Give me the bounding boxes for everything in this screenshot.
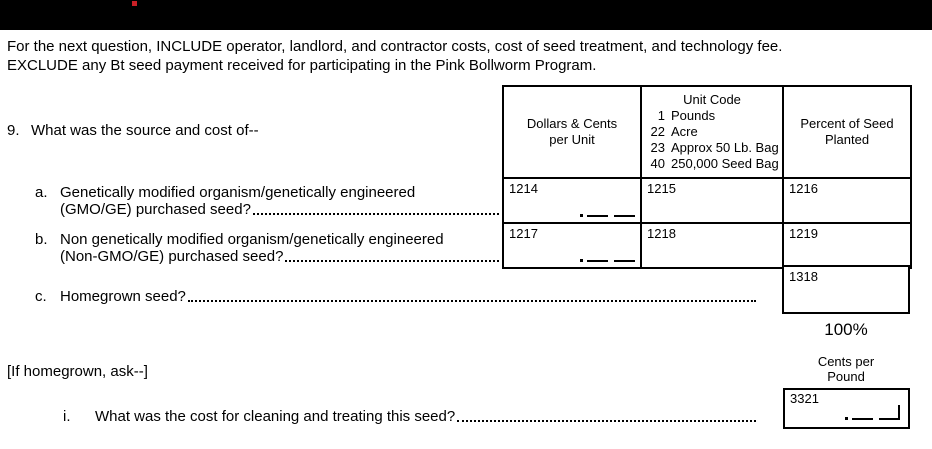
item-b xyxy=(35,231,500,265)
dollars-cents-entry-marks xyxy=(580,259,635,262)
cost-table xyxy=(502,85,912,269)
item-b-letter: b. xyxy=(35,231,48,248)
red-marker xyxy=(132,1,137,6)
column-header-percent: Percent of Seed Planted xyxy=(783,86,911,178)
item-b-text-line2: (Non-GMO/GE) purchased seed? xyxy=(60,248,284,265)
column-header-unit-code xyxy=(641,86,783,178)
entry-cell-1214[interactable]: 1214 xyxy=(503,178,641,223)
item-a-letter: a. xyxy=(35,184,48,201)
question-9-text: What was the source and cost of-- xyxy=(31,122,259,139)
entry-cell-1318[interactable]: 1318 xyxy=(782,265,910,314)
dollars-cents-entry-marks xyxy=(580,214,635,217)
item-b-text-line1: Non genetically modified organism/genetically engineered xyxy=(60,231,444,248)
item-a-text-line2: (GMO/GE) purchased seed? xyxy=(60,201,251,218)
dotted-leader xyxy=(253,201,499,215)
dotted-leader xyxy=(457,408,756,422)
entry-cell-3321[interactable]: 3321 xyxy=(783,388,910,429)
unit-code-title: Unit Code xyxy=(683,92,741,107)
unit-code-option: 1 Pounds xyxy=(657,108,716,123)
entry-cell-1219[interactable]: 1219 xyxy=(783,223,911,268)
instruction-line-1: For the next question, INCLUDE operator, landlord, and contractor costs, cost of seed treatment, and technology fee. xyxy=(7,38,783,55)
cents-per-pound-label: Cents per Pound xyxy=(817,354,875,384)
instructions-block xyxy=(7,37,927,75)
entry-cell-1217[interactable]: 1217 xyxy=(503,223,641,268)
item-c-letter: c. xyxy=(35,288,47,305)
cents-entry-marks xyxy=(845,405,900,420)
entry-cell-1215[interactable]: 1215 xyxy=(641,178,783,223)
instruction-line-2: EXCLUDE any Bt seed payment received for participating in the Pink Bollworm Program. xyxy=(7,57,597,74)
item-a-text-line1: Genetically modified organism/genetically engineered xyxy=(60,184,416,201)
unit-code-option: 22 Acre xyxy=(650,124,698,139)
entry-cell-1218[interactable]: 1218 xyxy=(641,223,783,268)
if-homegrown-note: [If homegrown, ask--] xyxy=(7,363,148,380)
entry-cell-1216[interactable]: 1216 xyxy=(783,178,911,223)
column-header-dollars: Dollars & Cents per Unit xyxy=(503,86,641,178)
unit-code-option: 40 250,000 Seed Bag xyxy=(650,156,779,171)
item-i xyxy=(63,408,757,425)
question-9-number: 9. xyxy=(7,122,20,139)
item-c-text: Homegrown seed? xyxy=(60,288,186,305)
top-black-bar xyxy=(0,0,932,30)
question-9 xyxy=(7,122,259,139)
unit-code-option: 23 Approx 50 Lb. Bag xyxy=(650,140,779,155)
percent-total: 100% xyxy=(824,320,868,339)
item-i-letter: i. xyxy=(63,408,71,425)
item-a xyxy=(35,184,500,218)
dotted-leader xyxy=(188,288,756,302)
item-c xyxy=(35,288,757,305)
item-i-text: What was the cost for cleaning and treating this seed? xyxy=(95,408,456,425)
dotted-leader xyxy=(285,248,499,262)
